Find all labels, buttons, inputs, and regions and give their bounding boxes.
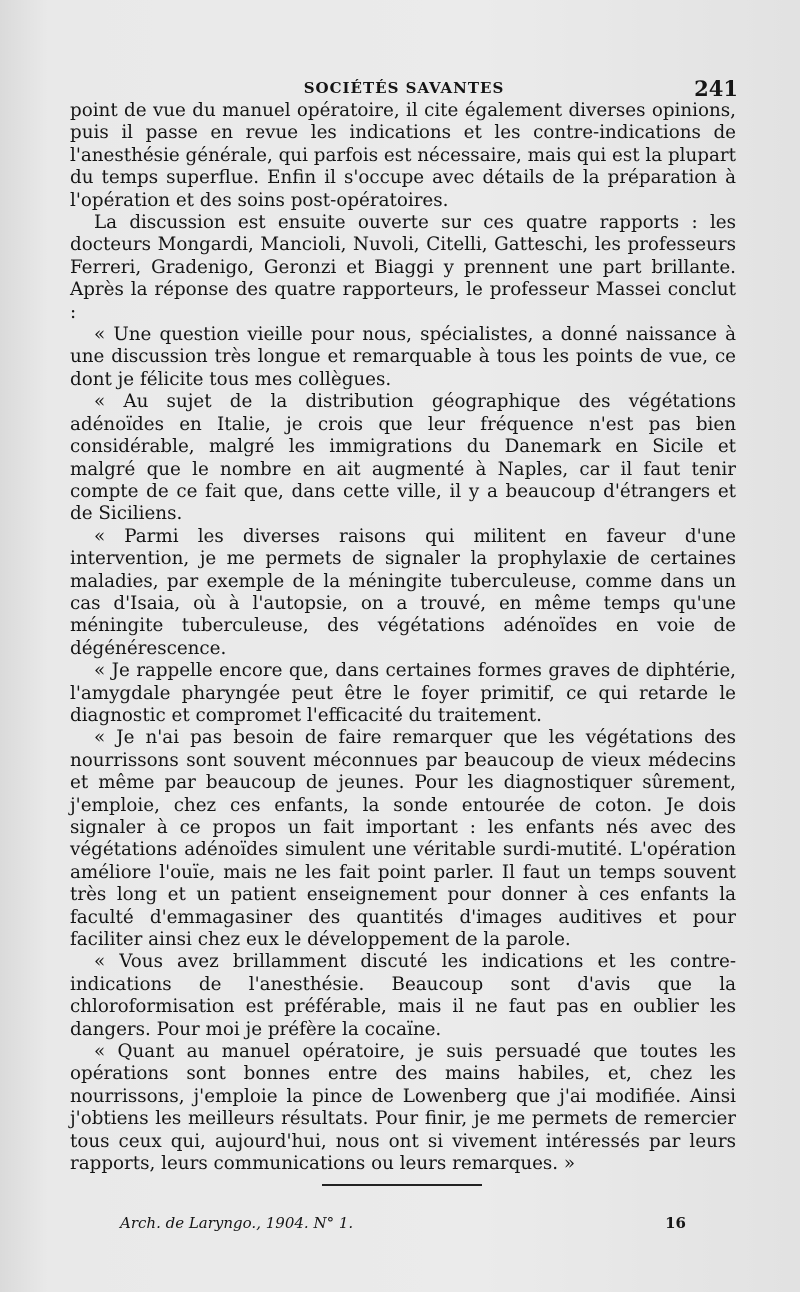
journal-citation: Arch. de Laryngo., 1904. N° 1.	[120, 1214, 354, 1232]
paragraph: point de vue du manuel opératoire, il cite également diverses opinions, puis il passe en revue les indications et les contre-indications de l'anesthésie générale, qui parfois est nécessaire, mais qui est la plupart du temps superflue. Enfin il s'occupe avec détails de la préparation à l'opération et des soins post-opératoires.	[70, 100, 736, 211]
running-head	[70, 76, 738, 100]
paragraph: « Parmi les diverses raisons qui militent en faveur d'une intervention, je me permets de signaler la prophylaxie de certaines maladies, par exemple de la méningite tuberculeuse, comme dans un cas d'Isaia, où à l'autopsie, on a trouvé, en même temps qu'une méningite tuberculeuse, des végétations adénoïdes en voie de dégénérescence.	[70, 525, 736, 659]
section-divider	[322, 1184, 482, 1186]
paragraph: « Je rappelle encore que, dans certaines formes graves de diphtérie, l'amygdale pharyngée peut être le foyer primitif, ce qui retarde le diagnostic et compromet l'efficacité du traitement.	[70, 660, 736, 726]
paragraph: « Je n'ai pas besoin de faire remarquer que les végétations des nourrissons sont souvent méconnues par beaucoup de vieux médecins et même par beaucoup de jeunes. Pour les diagnostiquer sûrement, j'emploie, chez ces enfants, la sonde entourée de coton. Je dois signaler à ce propos un fait important : les enfants nés avec des végétations adénoïdes simulent une véritable surdi-mutité. L'opération améliore l'ouïe, mais ne les fait point parler. Il faut un temps souvent très long et un patient enseignement pour donner à ces enfants la faculté d'emmagasiner des quantités d'images auditives et pour faciliter ainsi chez eux le développement de la parole.	[70, 727, 736, 951]
paragraph: La discussion est ensuite ouverte sur ces quatre rapports : les docteurs Mongardi, Mancioli, Nuvoli, Citelli, Gatteschi, les professeurs Ferreri, Gradenigo, Geronzi et Biaggi y prennent une part brillante. Après la réponse des quatre rapporteurs, le professeur Massei conclut :	[70, 212, 736, 323]
paragraph: « Quant au manuel opératoire, je suis persuadé que toutes les opérations sont bonnes entre des mains habiles, et, chez les nourrissons, j'emploie la pince de Lowenberg que j'ai modifiée. Ainsi j'obtiens les meilleurs résultats. Pour finir, je me permets de remercier tous ceux qui, aujourd'hui, nous ont si vivement intéressés par leurs rapports, leurs communications ou leurs remarques. »	[70, 1041, 736, 1175]
paragraph: « Une question vieille pour nous, spécialistes, a donné naissance à une discussion très longue et remarquable à tous les points de vue, ce dont je félicite tous mes collègues.	[70, 324, 736, 390]
signature-mark: 16	[665, 1214, 686, 1232]
running-title: SOCIÉTÉS SAVANTES	[303, 79, 505, 97]
body-text	[70, 100, 736, 1176]
page-footer	[120, 1214, 686, 1240]
paragraph: « Au sujet de la distribution géographique des végétations adénoïdes en Italie, je crois que leur fréquence n'est pas bien considérable, malgré les immigrations du Danemark en Sicile et malgré que le nombre en ait augmenté à Naples, car il faut tenir compte de ce fait que, dans cette ville, il y a beaucoup d'étrangers et de Siciliens.	[70, 391, 736, 525]
paragraph: « Vous avez brillamment discuté les indications et les contre-indications de l'anesthésie. Beaucoup sont d'avis que la chloroformisation est préférable, mais il ne faut pas en oublier les dangers. Pour moi je préfère la cocaïne.	[70, 951, 736, 1040]
page-number: 241	[694, 76, 738, 101]
